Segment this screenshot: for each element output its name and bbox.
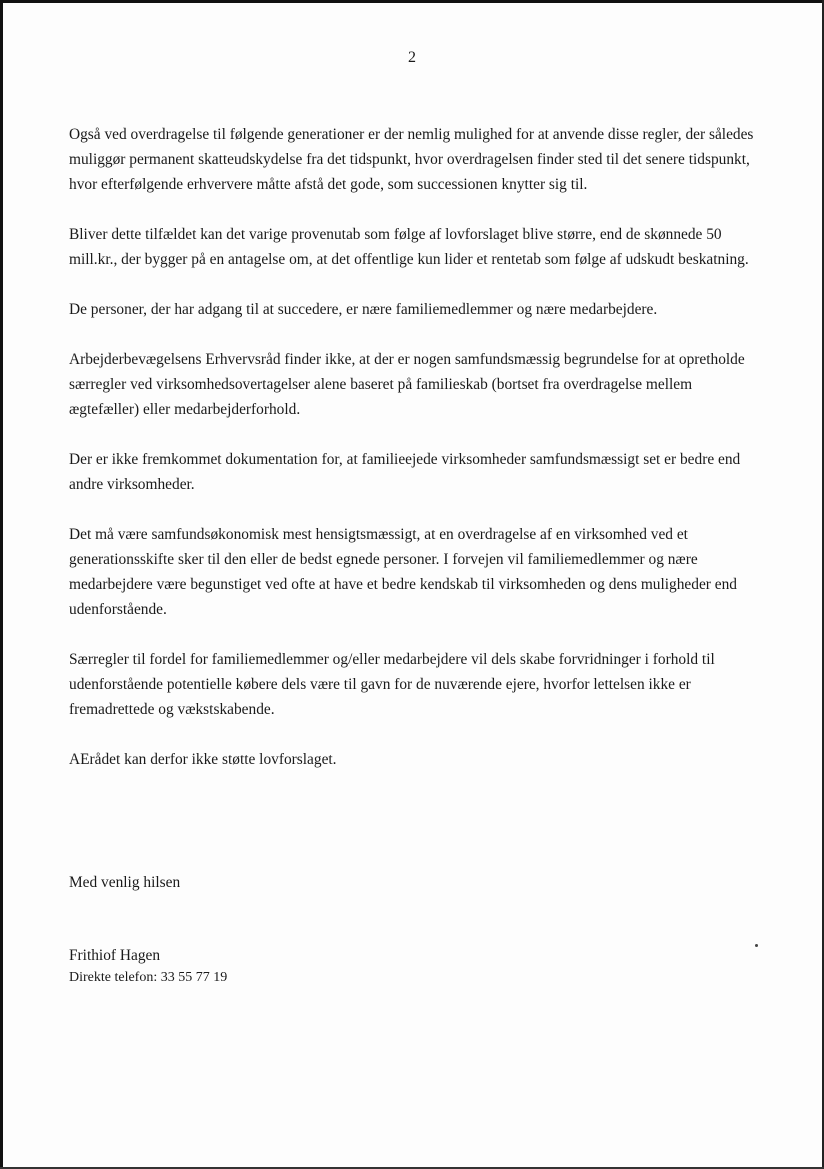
paragraph-4: Arbejderbevægelsens Erhvervsråd finder ikke, at der er nogen samfundsmæssig begrundelse for at opretholde særregler ved virksomhedsovertagelser alene baseret på familieskab (bortset fra overdragelse mellem ægtefæller) eller medarbejderforhold. bbox=[69, 351, 745, 418]
paragraph-1: Også ved overdragelse til følgende generationer er der nemlig mulighed for at anvende disse regler, der således muliggør permanent skatteudskydelse fra det tidspunkt, hvor overdragelsen finder sted til det senere tidspunkt, hvor efterfølgende erhververe måtte afstå det gode, som successionen knytter sig til. bbox=[69, 126, 754, 193]
paragraph-3: De personer, der har adgang til at succedere, er nære familiemedlemmer og nære medarbejdere. bbox=[69, 301, 658, 318]
paragraph-2: Bliver dette tilfældet kan det varige provenutab som følge af lovforslaget blive større, end de skønnede 50 mill.kr., der bygger på en antagelse om, at det offentlige kun lider et rentetab som følge af udskudt beskatning. bbox=[69, 226, 749, 268]
paragraph-6: Det må være samfundsøkonomisk mest hensigtsmæssigt, at en overdragelse af en virksomhed ved et generationsskifte sker til den eller de bedst egnede personer. I forvejen vil familiemedlemmer og nære medarbejdere være begunstiget ved ofte at have et bedre kendskab til virksomheden og dens muligheder end udenforstående. bbox=[69, 526, 737, 618]
scan-border-top bbox=[0, 0, 824, 3]
direct-phone: Direkte telefon: 33 55 77 19 bbox=[69, 970, 228, 985]
scan-speck bbox=[755, 944, 758, 947]
paragraph-5: Der er ikke fremkommet dokumentation for, at familieejede virksomheder samfundsmæssigt set er bedre end andre virksomheder. bbox=[69, 451, 741, 493]
scan-border-left bbox=[0, 0, 3, 1169]
letter-body bbox=[69, 122, 759, 797]
paragraph-8: AErådet kan derfor ikke støtte lovforslaget. bbox=[69, 751, 337, 768]
signature-block bbox=[69, 944, 227, 988]
paragraph-7: Særregler til fordel for familiemedlemmer og/eller medarbejdere vil dels skabe forvridninger i forhold til udenforstående potentielle købere dels være til gavn for de nuværende ejere, hvorfor lettelsen ikke er fremadrettede og vækstskabende. bbox=[69, 651, 715, 718]
closing-salutation: Med venlig hilsen bbox=[69, 874, 181, 891]
page-number: 2 bbox=[408, 49, 416, 66]
signatory-name: Frithiof Hagen bbox=[69, 947, 161, 964]
